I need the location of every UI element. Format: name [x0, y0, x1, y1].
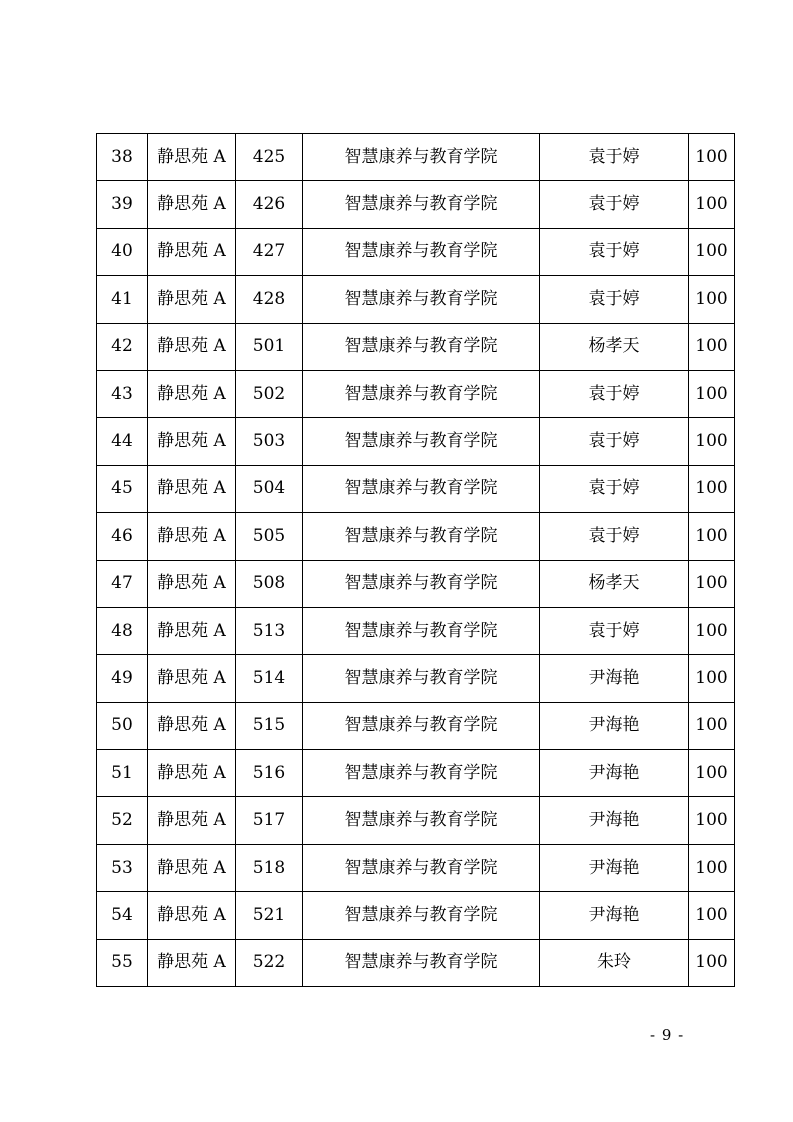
- score-cell: 100: [689, 797, 735, 844]
- score-cell: 100: [689, 892, 735, 939]
- college-cell: 智慧康养与教育学院: [303, 181, 540, 228]
- row-number-cell: 47: [97, 560, 148, 607]
- person-cell: 尹海艳: [540, 702, 689, 749]
- person-cell: 袁于婷: [540, 513, 689, 560]
- row-number-cell: 50: [97, 702, 148, 749]
- row-number-cell: 54: [97, 892, 148, 939]
- room-cell: 505: [236, 513, 303, 560]
- building-cell: 静思苑 A: [148, 513, 236, 560]
- table-body: [97, 134, 735, 987]
- row-number-cell: 48: [97, 607, 148, 654]
- building-cell: 静思苑 A: [148, 844, 236, 891]
- table-row: [97, 465, 735, 512]
- score-cell: 100: [689, 513, 735, 560]
- score-cell: 100: [689, 844, 735, 891]
- room-cell: 513: [236, 607, 303, 654]
- page-number: - 9 -: [650, 1026, 685, 1044]
- room-cell: 426: [236, 181, 303, 228]
- score-cell: 100: [689, 418, 735, 465]
- person-cell: 尹海艳: [540, 892, 689, 939]
- row-number-cell: 46: [97, 513, 148, 560]
- row-number-cell: 44: [97, 418, 148, 465]
- score-cell: 100: [689, 276, 735, 323]
- room-cell: 518: [236, 844, 303, 891]
- room-cell: 502: [236, 370, 303, 417]
- person-cell: 袁于婷: [540, 370, 689, 417]
- college-cell: 智慧康养与教育学院: [303, 750, 540, 797]
- table-row: [97, 702, 735, 749]
- room-cell: 516: [236, 750, 303, 797]
- college-cell: 智慧康养与教育学院: [303, 465, 540, 512]
- table-row: [97, 513, 735, 560]
- table-row: [97, 750, 735, 797]
- room-cell: 501: [236, 323, 303, 370]
- room-cell: 504: [236, 465, 303, 512]
- building-cell: 静思苑 A: [148, 797, 236, 844]
- college-cell: 智慧康养与教育学院: [303, 702, 540, 749]
- college-cell: 智慧康养与教育学院: [303, 560, 540, 607]
- college-cell: 智慧康养与教育学院: [303, 892, 540, 939]
- row-number-cell: 53: [97, 844, 148, 891]
- building-cell: 静思苑 A: [148, 228, 236, 275]
- table-row: [97, 844, 735, 891]
- person-cell: 尹海艳: [540, 844, 689, 891]
- score-cell: 100: [689, 939, 735, 986]
- building-cell: 静思苑 A: [148, 323, 236, 370]
- score-cell: 100: [689, 181, 735, 228]
- building-cell: 静思苑 A: [148, 560, 236, 607]
- college-cell: 智慧康养与教育学院: [303, 939, 540, 986]
- row-number-cell: 38: [97, 134, 148, 181]
- table-row: [97, 939, 735, 986]
- room-cell: 521: [236, 892, 303, 939]
- row-number-cell: 49: [97, 655, 148, 702]
- table-row: [97, 892, 735, 939]
- room-cell: 508: [236, 560, 303, 607]
- college-cell: 智慧康养与教育学院: [303, 134, 540, 181]
- college-cell: 智慧康养与教育学院: [303, 513, 540, 560]
- building-cell: 静思苑 A: [148, 750, 236, 797]
- table-row: [97, 276, 735, 323]
- person-cell: 尹海艳: [540, 797, 689, 844]
- building-cell: 静思苑 A: [148, 892, 236, 939]
- score-cell: 100: [689, 702, 735, 749]
- score-cell: 100: [689, 607, 735, 654]
- person-cell: 朱玲: [540, 939, 689, 986]
- building-cell: 静思苑 A: [148, 607, 236, 654]
- college-cell: 智慧康养与教育学院: [303, 844, 540, 891]
- score-cell: 100: [689, 655, 735, 702]
- row-number-cell: 45: [97, 465, 148, 512]
- college-cell: 智慧康养与教育学院: [303, 276, 540, 323]
- college-cell: 智慧康养与教育学院: [303, 323, 540, 370]
- room-cell: 517: [236, 797, 303, 844]
- table-row: [97, 607, 735, 654]
- building-cell: 静思苑 A: [148, 465, 236, 512]
- table-row: [97, 370, 735, 417]
- table-row: [97, 797, 735, 844]
- table-row: [97, 134, 735, 181]
- row-number-cell: 43: [97, 370, 148, 417]
- building-cell: 静思苑 A: [148, 181, 236, 228]
- room-cell: 428: [236, 276, 303, 323]
- person-cell: 杨孝天: [540, 560, 689, 607]
- dormitory-score-table: [96, 133, 735, 987]
- row-number-cell: 39: [97, 181, 148, 228]
- table-row: [97, 181, 735, 228]
- college-cell: 智慧康养与教育学院: [303, 607, 540, 654]
- person-cell: 袁于婷: [540, 607, 689, 654]
- person-cell: 袁于婷: [540, 418, 689, 465]
- table-row: [97, 228, 735, 275]
- building-cell: 静思苑 A: [148, 134, 236, 181]
- room-cell: 522: [236, 939, 303, 986]
- room-cell: 503: [236, 418, 303, 465]
- table-row: [97, 323, 735, 370]
- building-cell: 静思苑 A: [148, 276, 236, 323]
- row-number-cell: 55: [97, 939, 148, 986]
- building-cell: 静思苑 A: [148, 939, 236, 986]
- table-row: [97, 560, 735, 607]
- row-number-cell: 40: [97, 228, 148, 275]
- person-cell: 袁于婷: [540, 228, 689, 275]
- row-number-cell: 52: [97, 797, 148, 844]
- person-cell: 袁于婷: [540, 181, 689, 228]
- score-cell: 100: [689, 228, 735, 275]
- score-cell: 100: [689, 370, 735, 417]
- room-cell: 514: [236, 655, 303, 702]
- building-cell: 静思苑 A: [148, 418, 236, 465]
- person-cell: 尹海艳: [540, 750, 689, 797]
- college-cell: 智慧康养与教育学院: [303, 655, 540, 702]
- table-row: [97, 655, 735, 702]
- person-cell: 袁于婷: [540, 465, 689, 512]
- score-cell: 100: [689, 465, 735, 512]
- room-cell: 425: [236, 134, 303, 181]
- row-number-cell: 41: [97, 276, 148, 323]
- person-cell: 袁于婷: [540, 276, 689, 323]
- row-number-cell: 42: [97, 323, 148, 370]
- building-cell: 静思苑 A: [148, 655, 236, 702]
- college-cell: 智慧康养与教育学院: [303, 418, 540, 465]
- score-cell: 100: [689, 560, 735, 607]
- room-cell: 427: [236, 228, 303, 275]
- college-cell: 智慧康养与教育学院: [303, 370, 540, 417]
- person-cell: 杨孝天: [540, 323, 689, 370]
- score-cell: 100: [689, 750, 735, 797]
- college-cell: 智慧康养与教育学院: [303, 797, 540, 844]
- score-cell: 100: [689, 134, 735, 181]
- person-cell: 袁于婷: [540, 134, 689, 181]
- college-cell: 智慧康养与教育学院: [303, 228, 540, 275]
- row-number-cell: 51: [97, 750, 148, 797]
- room-cell: 515: [236, 702, 303, 749]
- person-cell: 尹海艳: [540, 655, 689, 702]
- score-cell: 100: [689, 323, 735, 370]
- building-cell: 静思苑 A: [148, 370, 236, 417]
- building-cell: 静思苑 A: [148, 702, 236, 749]
- table-row: [97, 418, 735, 465]
